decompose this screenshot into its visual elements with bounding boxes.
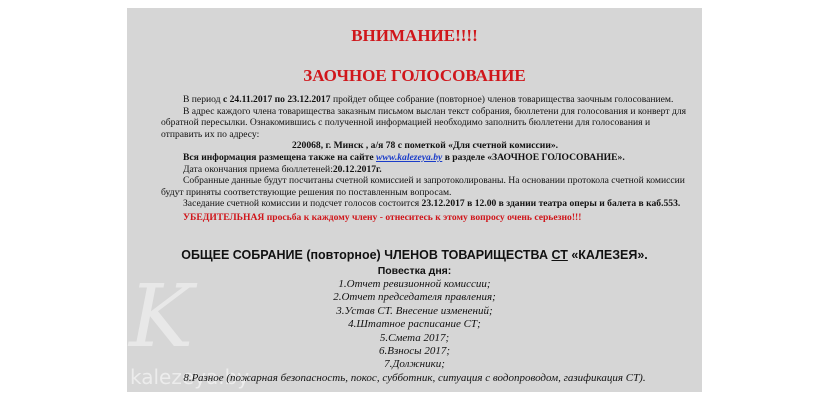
agenda-title: Повестка дня: bbox=[377, 265, 452, 277]
notice-body bbox=[161, 94, 689, 224]
period-paragraph bbox=[161, 94, 689, 106]
agenda-item: 3.Устав СТ. Внесение изменений; bbox=[336, 304, 493, 317]
meeting-heading: ОБЩЕЕ СОБРАНИЕ (повторное) ЧЛЕНОВ ТОВАРИЩЕСТВА СТ «КАЛЕЗЕЯ». bbox=[181, 248, 648, 262]
agenda-item: 7.Должники; bbox=[384, 358, 445, 371]
notice-title: ВНИМАНИЕ!!!! bbox=[351, 26, 478, 45]
postal-address: 220068, г. Минск , а/я 78 с пометкой «Для счетной комиссии». bbox=[291, 140, 559, 152]
agenda-item: 1.Отчет ревизионной комиссии; bbox=[338, 278, 491, 290]
request-paragraph bbox=[161, 212, 689, 224]
site-link[interactable]: www.kalezeya.by bbox=[376, 151, 443, 163]
meeting-paragraph bbox=[161, 198, 689, 210]
collected-paragraph: Собранные данные будут посчитаны счетной комиссией и запротоколированы. На основании протокола счетной комиссии будут приняты соответствующие решения по поставленным вопросам. bbox=[161, 175, 685, 198]
agenda-item: 6.Взносы 2017; bbox=[379, 345, 450, 358]
agenda-item: 2.Отчет председателя правления; bbox=[333, 291, 496, 304]
watermark-logo: K bbox=[129, 267, 194, 367]
agenda-item: 5.Смета 2017; bbox=[379, 331, 450, 344]
site-paragraph bbox=[161, 152, 689, 164]
watermark-site: kalezeya.by bbox=[130, 365, 250, 389]
agenda-item: 4.Штатное расписание СТ; bbox=[348, 318, 481, 331]
period-after: пройдет общее собрание (повторное) членов товарищества заочным голосованием. bbox=[332, 94, 674, 105]
deadline-paragraph bbox=[161, 164, 689, 176]
deadline-label: Дата окончания приема бюллетеней: bbox=[183, 163, 333, 175]
site-after: в разделе «ЗАОЧНОЕ ГОЛОСОВАНИЕ». bbox=[444, 151, 625, 163]
request-text: УБЕДИТЕЛЬНАЯ просьба к каждому члену - отнеситесь к этому вопросу очень серьезно!!! bbox=[183, 211, 582, 223]
address-paragraph: В адрес каждого члена товарищества заказным письмом выслан текст собрания, бюллетени для голосования и конверт для обратной пересылки. Ознакомившись с полученной информацией необходимо заполнить бюллетени для голосования и отправить их по адресу: bbox=[161, 105, 687, 140]
meeting-details: 23.12.2017 в 12.00 в здании театра оперы и балета в каб.553. bbox=[421, 198, 681, 210]
period-before: В период bbox=[183, 94, 221, 105]
agenda-item: 8.Разное (пожарная безопасность, покос, субботник, ситуация с водопроводом, газификация СТ). bbox=[183, 371, 646, 384]
agenda-list bbox=[127, 278, 702, 385]
meeting-before: Заседание счетной комиссии и подсчет голосов состоится bbox=[183, 198, 420, 210]
meeting-heading-st: СТ bbox=[551, 248, 568, 262]
deadline-date: 20.12.2017г. bbox=[332, 163, 382, 175]
notice-subtitle: ЗАОЧНОЕ ГОЛОСОВАНИЕ bbox=[303, 66, 526, 85]
site-before: Вся информация размещена также на сайте bbox=[183, 151, 374, 163]
notice-panel bbox=[127, 8, 702, 392]
period-dates: с 24.11.2017 по 23.12.2017 bbox=[222, 94, 331, 105]
